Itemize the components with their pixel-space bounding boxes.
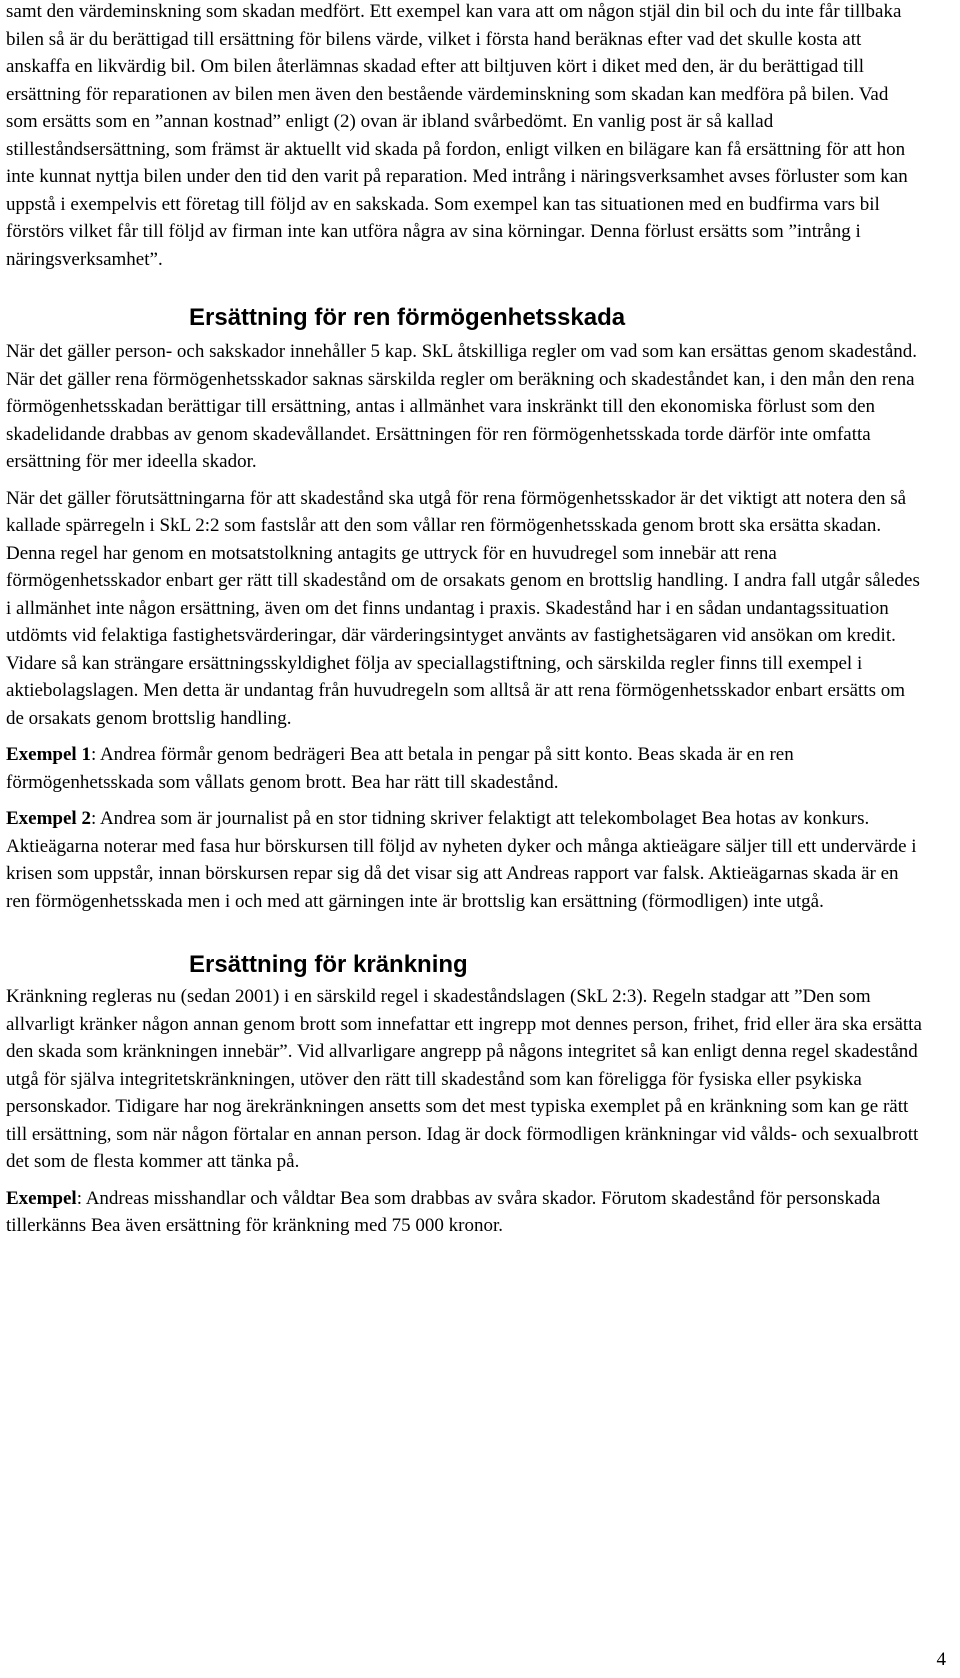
example-3 bbox=[6, 1185, 924, 1240]
example-2-text: : Andrea som är journalist på en stor tidning skriver felaktigt att telekombolaget Bea hotas av konkurs. Aktieägarna noterar med fasa hur börskursen till följd av nyheten dyker och många aktieägare säljer till ett undervärde i krisen som uppstår, innan börskursen repar sig då det visar sig att Andreas rapport var falsk. Aktieägarnas skada är en ren förmögenhetsskada men i och med att gärningen inte är brottslig kan ersättning (förmodligen) inte utgå. bbox=[6, 808, 917, 912]
document-page bbox=[6, 0, 924, 1240]
example-2 bbox=[6, 805, 924, 915]
paragraph-violation-rules: Kränkning regleras nu (sedan 2001) i en särskild regel i skadeståndslagen (SkL 2:3). Regeln stadgar att ”Den som allvarligt kränker någon annan genom brott som innefattar ett ingrepp mot dennes person, frihet, frid eller ära ska ersätta den skada som kränkningen innebär”. Vid allvarligare angrepp på någons integritet så kan enligt denna regel skadestånd utgå för själva integritetskränkningen, utöver den rätt till skadestånd som kan föreligga för fysiska eller psykiska personskador. Tidigare har nog ärekränkningen ansetts som det mest typiska exemplet på en kränkning som kan ge rätt till ersättning, som när någon förtalar en annan person. Idag är dock förmodligen kränkningar vid vålds- och sexualbrott det som de flesta kommer att tänka på. bbox=[6, 986, 922, 1172]
example-1-text: : Andrea förmår genom bedrägeri Bea att betala in pengar på sitt konto. Beas skada är en ren förmögenhetsskada som vållats genom brott. Bea har rätt till skadestånd. bbox=[6, 744, 794, 793]
paragraph-damage-compensation: samt den värdeminskning som skadan medfört. Ett exempel kan vara att om någon stjäl din bil och du inte får tillbaka bilen så är du berättigad till ersättning för bilens värde, vilket i första hand beräknas efter vad det skulle kosta att anskaffa en likvärdig bil. Om bilen återlämnas skadad efter att biltjuven kört i diket med den, är du berättigad till ersättning för reparationen av bilen men även den bestående värdeminskning som skadan kan medföra på bilen. Vad som ersätts som en ”annan kostnad” enligt (2) ovan är ibland svårbedömt. En vanlig post är så kallad stilleståndsersättning, som främst är aktuellt vid skada på fordon, enligt vilken en bilägare kan få ersättning för att hon inte kunnat nyttja bilen under den tid den varit på reparation. Med intrång i näringsverksamhet avses förluster som kan uppstå i exempelvis ett företag till följd av en sakskada. Som exempel kan tas situationen med en budfirma vars bil förstörs vilket får till följd av firman inte kan utföra några av sina körningar. Denna förlust ersätts som ”intrång i näringsverksamhet”. bbox=[6, 1, 908, 270]
example-1-label: Exempel 1 bbox=[6, 744, 91, 765]
heading-violation-compensation: Ersättning för kränkning bbox=[189, 951, 468, 978]
paragraph-economic-loss-rules: När det gäller person- och sakskador innehåller 5 kap. SkL åtskilliga regler om vad som kan ersättas genom skadestånd. När det gäller rena förmögenhetsskador saknas särskilda regler om beräkning och skadeståndet kan, i den mån den rena förmögenhetsskadan berättigar till ersättning, antas i allmänhet vara inskränkt till den ekonomiska förlust som den skadelidande drabbas av genom skadevållandet. Ersättningen för ren förmögenhetsskada torde därför inte omfatta ersättning för mer ideella skador. bbox=[6, 341, 918, 472]
heading-pure-economic-loss: Ersättning för ren förmögenhetsskada bbox=[189, 304, 626, 331]
paragraph-barrier-rule: När det gäller förutsättningarna för att skadestånd ska utgå för rena förmögenhetsskador är det viktigt att notera den så kallade spärregeln i SkL 2:2 som fastslår att den som vållar ren förmögenhetsskada genom brott ska ersätta skadan. Denna regel har genom en motsatstolkning antagits ge uttryck för en huvudregel som innebär att rena förmögenhetsskador enbart ger rätt till skadestånd om de orsakats genom en brottslig handling. I andra fall utgår således i allmänhet inte någon ersättning, även om det finns undantag i praxis. Skadestånd har i en sådan undantagssituation utdömts vid felaktiga fastighetsvärderingar, där värderingsintyget använts av fastighetsägaren vid ansökan om kredit. Vidare så kan strängare ersättningsskyldighet följa av speciallagstiftning, och särskilda regler finns till exempel i aktiebolagslagen. Men detta är undantag från huvudregeln som alltså är att rena förmögenhetsskador enbart ersätts om de orsakats genom brottslig handling. bbox=[6, 487, 920, 729]
page-number: 4 bbox=[936, 1649, 946, 1670]
example-1 bbox=[6, 741, 924, 796]
example-2-label: Exempel 2 bbox=[6, 808, 91, 829]
example-3-label: Exempel bbox=[6, 1187, 77, 1209]
example-3-text: : Andreas misshandlar och våldtar Bea som drabbas av svåra skador. Förutom skadestånd för personskada tillerkänns Bea även ersättning för kränkning med 75 000 kronor. bbox=[6, 1187, 881, 1236]
